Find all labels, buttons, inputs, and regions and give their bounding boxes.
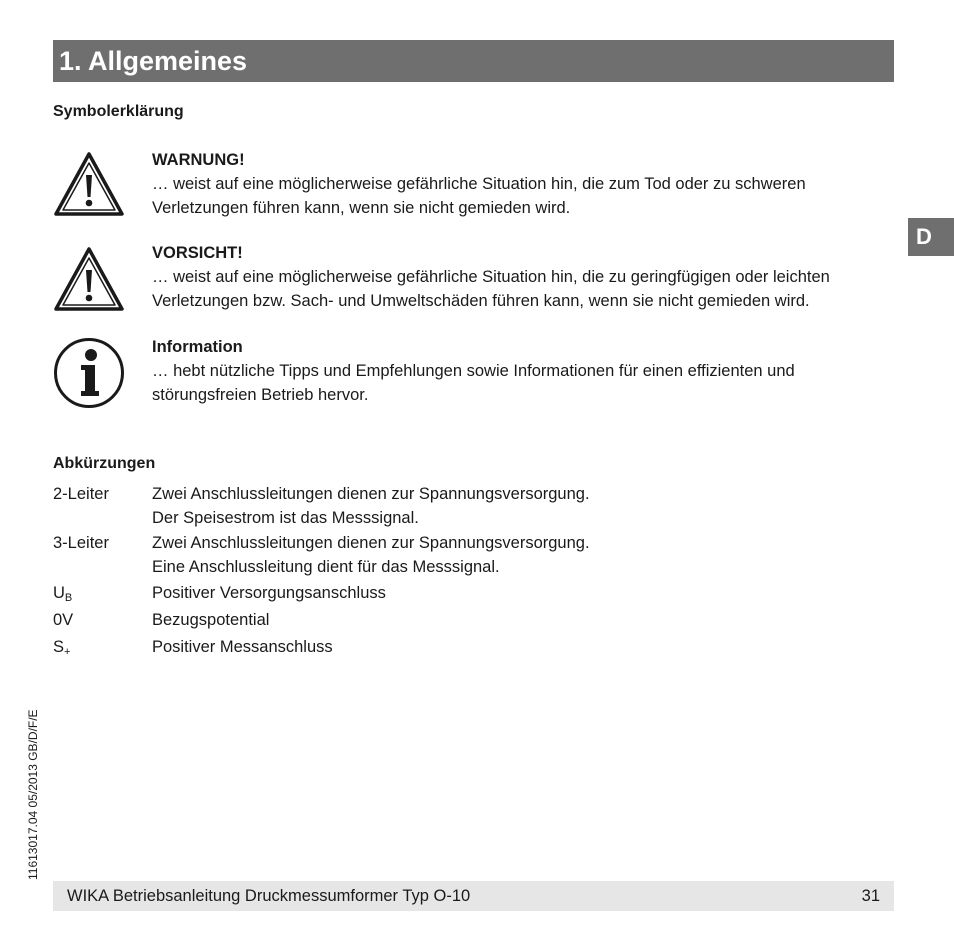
abbreviation-description [152, 635, 333, 659]
abbreviation-description-line: Der Speisestrom ist das Messsignal. [152, 509, 419, 527]
section-title: 1. Allgemeines [59, 46, 248, 76]
abbreviation-description [152, 608, 269, 632]
language-tab [908, 218, 954, 256]
abbreviation-key: 3-Leiter [53, 534, 109, 552]
footer-title: WIKA Betriebsanleitung Druckmessumformer Typ O-10 [67, 887, 471, 905]
abbreviation-description-line: Bezugspotential [152, 611, 270, 629]
section-title-bar [53, 40, 894, 82]
abbreviation-description-line: Zwei Anschlussleitungen dienen zur Spannungsversorgung. [152, 534, 590, 552]
abbreviations-heading: Abkürzungen [53, 455, 156, 472]
abbreviation-key: 0V [53, 611, 74, 629]
abbreviation-description-line: Positiver Versorgungsanschluss [152, 584, 386, 602]
abbreviation-key [53, 635, 148, 664]
abbreviation-description-line: Positiver Messanschluss [152, 638, 333, 656]
language-tab-label: D [916, 224, 932, 249]
abbreviation-key-subscript: + [64, 646, 71, 658]
information-icon [53, 337, 125, 409]
information-block [152, 335, 897, 407]
caution-text-line-1: … weist auf eine möglicherweise gefährliche Situation hin, die zu geringfügigen oder leichten [152, 268, 830, 286]
caution-block [152, 241, 897, 313]
abbreviation-key [53, 581, 148, 610]
abbreviation-description [152, 581, 386, 605]
abbreviation-description-line: Zwei Anschlussleitungen dienen zur Spannungsversorgung. [152, 485, 590, 503]
warning-title: WARNUNG! [152, 151, 245, 169]
warning-text-line-1: … weist auf eine möglicherweise gefährliche Situation hin, die zum Tod oder zu schweren [152, 175, 806, 193]
caution-title: VORSICHT! [152, 244, 243, 262]
warning-block [152, 148, 897, 220]
document-code: 11613017.04 05/2013 GB/D/F/E [26, 709, 40, 880]
abbreviation-description [152, 531, 590, 579]
information-text-line-1: … hebt nützliche Tipps und Empfehlungen sowie Informationen für einen effizienten und [152, 362, 795, 380]
caution-triangle-icon [53, 246, 125, 312]
abbreviation-key-subscript: B [64, 592, 73, 604]
footer-bar [53, 881, 894, 911]
abbreviation-description [152, 482, 590, 530]
abbreviation-key: 2-Leiter [53, 485, 109, 503]
warning-text-line-2: Verletzungen führen kann, wenn sie nicht gemieden wird. [152, 199, 571, 217]
warning-triangle-icon [53, 151, 125, 217]
information-title: Information [152, 338, 243, 356]
symbols-heading: Symbolerklärung [53, 103, 184, 120]
page-number: 31 [861, 887, 880, 905]
abbreviation-key-main: U [53, 584, 65, 602]
information-text-line-2: störungsfreien Betrieb hervor. [152, 386, 369, 404]
abbreviation-description-line: Eine Anschlussleitung dient für das Messsignal. [152, 558, 500, 576]
caution-text-line-2: Verletzungen bzw. Sach- und Umweltschäden führen kann, wenn sie nicht gemieden wird. [152, 292, 810, 310]
abbreviation-key-main: S [53, 638, 65, 656]
